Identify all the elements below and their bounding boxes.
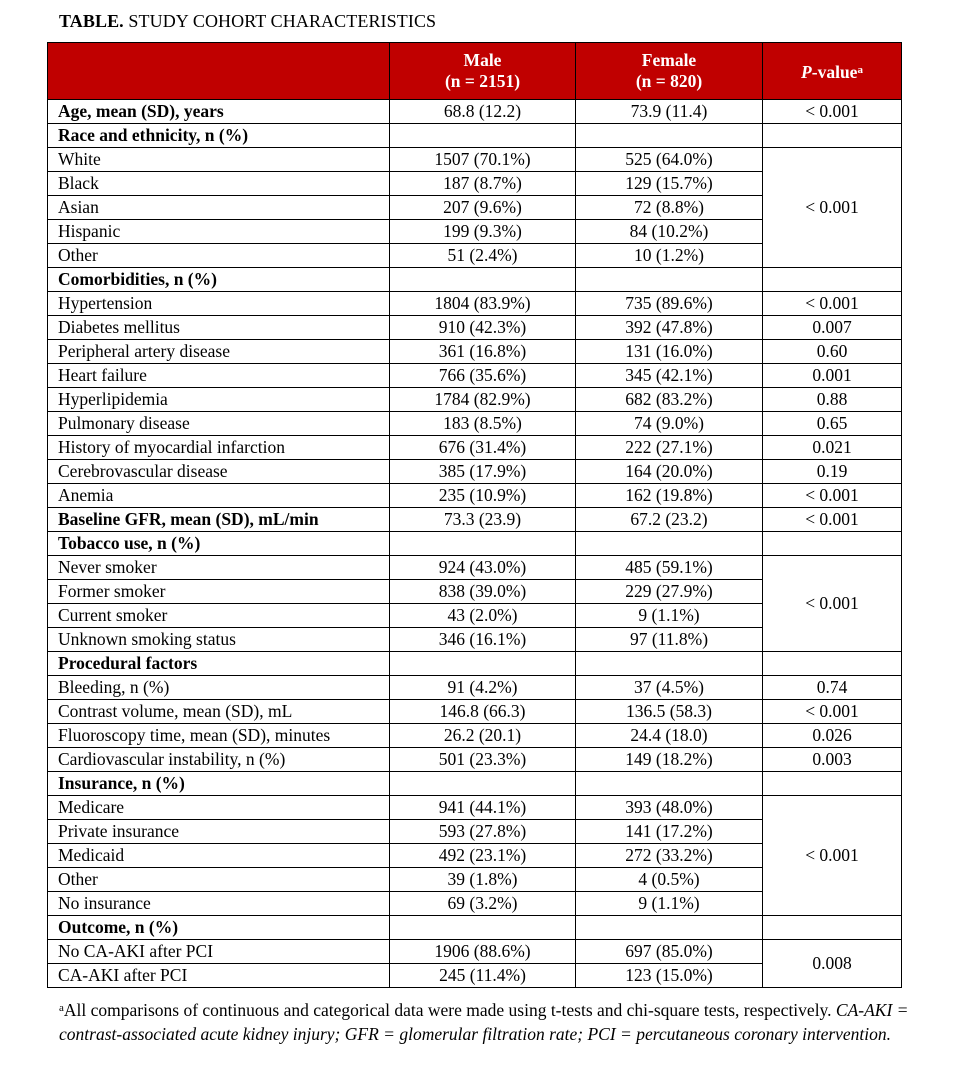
p-value: 0.88 [763, 388, 902, 412]
female-value: 392 (47.8%) [576, 316, 763, 340]
row-label: Former smoker [48, 580, 390, 604]
male-value: 26.2 (20.1) [390, 724, 576, 748]
table-caption [59, 11, 436, 32]
male-value: 385 (17.9%) [390, 460, 576, 484]
p-value: 0.65 [763, 412, 902, 436]
section-row [48, 124, 902, 148]
male-value: 187 (8.7%) [390, 172, 576, 196]
row-label: Other [48, 244, 390, 268]
female-value: 136.5 (58.3) [576, 700, 763, 724]
male-value: 492 (23.1%) [390, 844, 576, 868]
female-value: 272 (33.2%) [576, 844, 763, 868]
header-p-rest: -value [811, 61, 858, 82]
row-label: Medicare [48, 796, 390, 820]
female-value: 73.9 (11.4) [576, 100, 763, 124]
row-label: Asian [48, 196, 390, 220]
row-label: Bleeding, n (%) [48, 676, 390, 700]
p-value: < 0.001 [763, 148, 902, 268]
table-row [48, 364, 902, 388]
female-value: 164 (20.0%) [576, 460, 763, 484]
p-value: 0.021 [763, 436, 902, 460]
row-label: Fluoroscopy time, mean (SD), minutes [48, 724, 390, 748]
row-label: History of myocardial infarction [48, 436, 390, 460]
female-value: 682 (83.2%) [576, 388, 763, 412]
section-row [48, 652, 902, 676]
female-value: 72 (8.8%) [576, 196, 763, 220]
row-label: Current smoker [48, 604, 390, 628]
male-value: 941 (44.1%) [390, 796, 576, 820]
section-label: Tobacco use, n (%) [48, 532, 390, 556]
caption-prefix: TABLE. [59, 11, 124, 31]
header-blank-cell [48, 43, 390, 100]
row-label: Unknown smoking status [48, 628, 390, 652]
row-label: Private insurance [48, 820, 390, 844]
female-value: 9 (1.1%) [576, 892, 763, 916]
male-value: 91 (4.2%) [390, 676, 576, 700]
row-label: Pulmonary disease [48, 412, 390, 436]
male-value: 207 (9.6%) [390, 196, 576, 220]
header-female [576, 43, 763, 100]
table-header-row [48, 43, 902, 100]
male-value: 924 (43.0%) [390, 556, 576, 580]
footnote-abbreviations: CA-AKI = contrast-associated acute kidney injury; GFR = glomerular filtration rate; PCI = percutaneous coronary intervention. [59, 1000, 909, 1044]
row-label: Contrast volume, mean (SD), mL [48, 700, 390, 724]
header-p-sup: a [857, 63, 863, 76]
female-value: 123 (15.0%) [576, 964, 763, 988]
male-value: 245 (11.4%) [390, 964, 576, 988]
male-value: 235 (10.9%) [390, 484, 576, 508]
p-value: < 0.001 [763, 292, 902, 316]
female-value: 131 (16.0%) [576, 340, 763, 364]
table-row [48, 556, 902, 580]
row-label: Hispanic [48, 220, 390, 244]
section-row [48, 772, 902, 796]
male-value: 593 (27.8%) [390, 820, 576, 844]
section-label: Insurance, n (%) [48, 772, 390, 796]
male-value: 361 (16.8%) [390, 340, 576, 364]
row-label: Peripheral artery disease [48, 340, 390, 364]
female-value: 37 (4.5%) [576, 676, 763, 700]
male-value: 146.8 (66.3) [390, 700, 576, 724]
table-row [48, 700, 902, 724]
p-value: < 0.001 [763, 100, 902, 124]
male-value: 1804 (83.9%) [390, 292, 576, 316]
section-label: Procedural factors [48, 652, 390, 676]
table-row [48, 388, 902, 412]
section-row [48, 532, 902, 556]
p-value: 0.008 [763, 940, 902, 988]
female-value: 525 (64.0%) [576, 148, 763, 172]
row-label: Anemia [48, 484, 390, 508]
female-value: 697 (85.0%) [576, 940, 763, 964]
row-label: Cerebrovascular disease [48, 460, 390, 484]
female-value: 149 (18.2%) [576, 748, 763, 772]
row-label: Hyperlipidemia [48, 388, 390, 412]
female-value: 141 (17.2%) [576, 820, 763, 844]
female-value: 74 (9.0%) [576, 412, 763, 436]
male-value: 838 (39.0%) [390, 580, 576, 604]
table-row [48, 316, 902, 340]
male-value: 73.3 (23.9) [390, 508, 576, 532]
table-row [48, 100, 902, 124]
table-row [48, 676, 902, 700]
male-value: 43 (2.0%) [390, 604, 576, 628]
p-value: 0.026 [763, 724, 902, 748]
row-label: White [48, 148, 390, 172]
table-row [48, 940, 902, 964]
table-row [48, 292, 902, 316]
row-label: Other [48, 868, 390, 892]
table-row [48, 436, 902, 460]
table-row [48, 340, 902, 364]
male-value: 69 (3.2%) [390, 892, 576, 916]
header-p-value [763, 43, 902, 100]
section-label: Outcome, n (%) [48, 916, 390, 940]
male-value: 1507 (70.1%) [390, 148, 576, 172]
p-value: < 0.001 [763, 700, 902, 724]
p-value: 0.003 [763, 748, 902, 772]
female-value: 222 (27.1%) [576, 436, 763, 460]
male-value: 183 (8.5%) [390, 412, 576, 436]
table-row [48, 460, 902, 484]
female-value: 345 (42.1%) [576, 364, 763, 388]
female-value: 10 (1.2%) [576, 244, 763, 268]
male-value: 51 (2.4%) [390, 244, 576, 268]
male-value: 501 (23.3%) [390, 748, 576, 772]
p-value: 0.60 [763, 340, 902, 364]
p-value: < 0.001 [763, 796, 902, 916]
row-label: Medicaid [48, 844, 390, 868]
female-value: 97 (11.8%) [576, 628, 763, 652]
header-male-label: Male [463, 50, 502, 70]
p-value: 0.74 [763, 676, 902, 700]
female-value: 129 (15.7%) [576, 172, 763, 196]
male-value: 676 (31.4%) [390, 436, 576, 460]
row-label: Hypertension [48, 292, 390, 316]
table-row [48, 796, 902, 820]
footnote-marker: a [59, 1002, 64, 1014]
female-value: 485 (59.1%) [576, 556, 763, 580]
row-label: Diabetes mellitus [48, 316, 390, 340]
p-value: 0.19 [763, 460, 902, 484]
male-value: 1784 (82.9%) [390, 388, 576, 412]
female-value: 67.2 (23.2) [576, 508, 763, 532]
row-label: Age, mean (SD), years [48, 100, 390, 124]
female-value: 393 (48.0%) [576, 796, 763, 820]
female-value: 162 (19.8%) [576, 484, 763, 508]
header-male [390, 43, 576, 100]
header-female-label: Female [641, 50, 697, 70]
table-footnote [59, 997, 909, 1046]
section-row [48, 268, 902, 292]
female-value: 735 (89.6%) [576, 292, 763, 316]
header-female-n: (n = 820) [635, 71, 703, 91]
section-label: Race and ethnicity, n (%) [48, 124, 390, 148]
p-value: 0.001 [763, 364, 902, 388]
table-row [48, 148, 902, 172]
p-value: < 0.001 [763, 508, 902, 532]
cohort-table [47, 42, 902, 988]
male-value: 39 (1.8%) [390, 868, 576, 892]
row-label: Heart failure [48, 364, 390, 388]
table-row [48, 724, 902, 748]
section-label: Comorbidities, n (%) [48, 268, 390, 292]
row-label: Black [48, 172, 390, 196]
table-row [48, 508, 902, 532]
row-label: Baseline GFR, mean (SD), mL/min [48, 508, 390, 532]
female-value: 229 (27.9%) [576, 580, 763, 604]
p-value: < 0.001 [763, 556, 902, 652]
male-value: 910 (42.3%) [390, 316, 576, 340]
footnote-text: All comparisons of continuous and categorical data were made using t-tests and chi-square tests, respectively. [63, 1000, 832, 1020]
header-p-italic: P [801, 61, 812, 82]
row-label: Cardiovascular instability, n (%) [48, 748, 390, 772]
row-label: CA-AKI after PCI [48, 964, 390, 988]
row-label: No insurance [48, 892, 390, 916]
p-value: < 0.001 [763, 484, 902, 508]
header-male-n: (n = 2151) [444, 71, 521, 91]
male-value: 199 (9.3%) [390, 220, 576, 244]
row-label: Never smoker [48, 556, 390, 580]
female-value: 84 (10.2%) [576, 220, 763, 244]
female-value: 24.4 (18.0) [576, 724, 763, 748]
table-row [48, 412, 902, 436]
row-label: No CA-AKI after PCI [48, 940, 390, 964]
table-row [48, 748, 902, 772]
female-value: 9 (1.1%) [576, 604, 763, 628]
male-value: 346 (16.1%) [390, 628, 576, 652]
male-value: 766 (35.6%) [390, 364, 576, 388]
male-value: 68.8 (12.2) [390, 100, 576, 124]
p-value: 0.007 [763, 316, 902, 340]
female-value: 4 (0.5%) [576, 868, 763, 892]
section-row [48, 916, 902, 940]
table-row [48, 484, 902, 508]
male-value: 1906 (88.6%) [390, 940, 576, 964]
caption-title: STUDY COHORT CHARACTERISTICS [128, 11, 437, 31]
